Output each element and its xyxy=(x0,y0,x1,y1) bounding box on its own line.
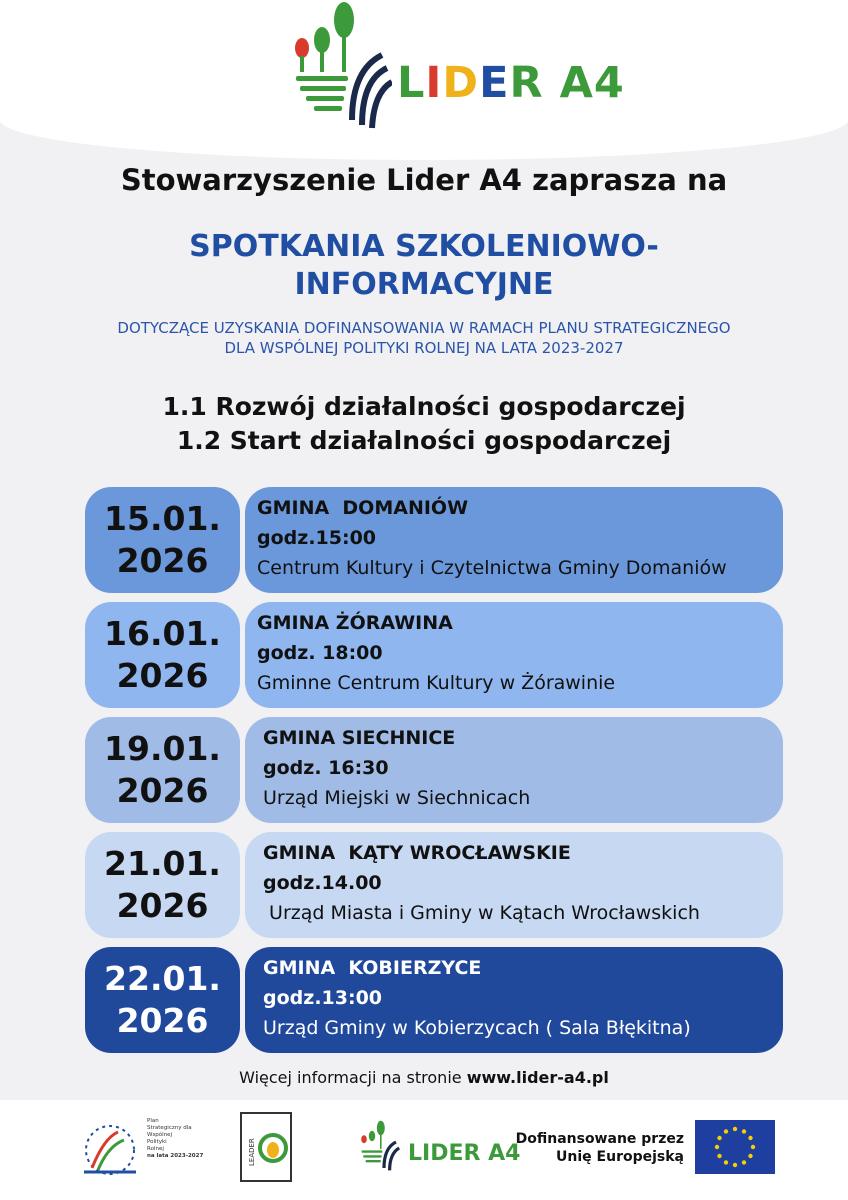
logo-letter: D xyxy=(442,58,480,108)
lider-plant-icon xyxy=(282,0,392,135)
event-date-day: 16.01. xyxy=(104,614,221,653)
event-hour: godz. 16:30 xyxy=(263,757,389,779)
leader-label: LEADER xyxy=(248,1138,256,1166)
logo-letter: R xyxy=(509,58,544,108)
event-date-year: 2026 xyxy=(116,886,209,925)
event-place: Urząd Gminy w Kobierzycach ( Sala Błękitna) xyxy=(263,1017,691,1039)
logo-letter: I xyxy=(425,58,443,108)
lider-plant-small-icon xyxy=(356,1116,400,1178)
event-date xyxy=(85,832,240,938)
event-date xyxy=(85,947,240,1053)
invitation-heading: Stowarzyszenie Lider A4 zaprasza na xyxy=(120,163,728,197)
eu-funding-text xyxy=(514,1130,684,1166)
event-hour: godz.13:00 xyxy=(263,987,383,1009)
lider-a4-wordmark xyxy=(397,58,625,108)
logo-letter: E xyxy=(479,58,510,108)
eu-line: Dofinansowane przez xyxy=(515,1131,684,1147)
psp-line: na lata 2023-2027 xyxy=(147,1153,204,1159)
event-date-day: 22.01. xyxy=(104,959,221,998)
lider-small-wordmark: LIDER A4 xyxy=(408,1141,521,1166)
event-hour: godz.15:00 xyxy=(257,527,377,549)
leader-emblem-icon xyxy=(256,1128,290,1168)
psp-line: Strategiczny dla xyxy=(147,1125,192,1131)
psp-line: Plan xyxy=(147,1118,159,1124)
event-date-year: 2026 xyxy=(116,656,209,695)
event-gmina: GMINA ŻÓRAWINA xyxy=(257,612,453,634)
event-info xyxy=(245,717,783,823)
psp-line: Wspólnej xyxy=(147,1132,173,1138)
meeting-title xyxy=(0,228,848,304)
event-place: Urząd Miejski w Siechnicach xyxy=(263,787,531,809)
website-link[interactable]: www.lider-a4.pl xyxy=(466,1068,609,1087)
title-line: SPOTKANIA SZKOLENIOWO- xyxy=(189,229,659,264)
meeting-subtitle xyxy=(0,318,848,358)
event-date-year: 2026 xyxy=(116,541,209,580)
event-gmina: GMINA KOBIERZYCE xyxy=(263,957,482,979)
leader-logo xyxy=(240,1112,292,1182)
measure-item: 1.1 Rozwój działalności gospodarczej xyxy=(162,392,686,421)
logo-letter: L xyxy=(397,58,426,108)
event-card xyxy=(85,832,783,938)
event-info xyxy=(245,487,783,593)
event-card xyxy=(85,487,783,593)
event-date xyxy=(85,717,240,823)
measures-list xyxy=(0,390,848,458)
event-info xyxy=(245,832,783,938)
subtitle-line: DOTYCZĄCE UZYSKANIA DOFINANSOWANIA W RAMACH PLANU STRATEGICZNEGO xyxy=(117,319,731,337)
event-date xyxy=(85,487,240,593)
lider-a4-logo xyxy=(282,0,625,135)
event-date-day: 21.01. xyxy=(104,844,221,883)
eu-line: Unię Europejską xyxy=(556,1149,684,1165)
psp-line: Rolnej xyxy=(147,1146,164,1152)
event-date-year: 2026 xyxy=(116,1001,209,1040)
subtitle-line: DLA WSPÓLNEJ POLITYKI ROLNEJ NA LATA 2023-2027 xyxy=(224,339,624,357)
more-info-prefix: Więcej informacji na stronie xyxy=(239,1068,467,1087)
more-info xyxy=(0,1068,848,1087)
event-info xyxy=(245,602,783,708)
event-info xyxy=(245,947,783,1053)
psp-line: Polityki xyxy=(147,1139,167,1145)
event-place: Gminne Centrum Kultury w Żórawinie xyxy=(257,672,616,694)
psp-logo-icon xyxy=(74,1118,146,1178)
logo-letter: A4 xyxy=(543,58,625,108)
event-date-day: 19.01. xyxy=(104,729,221,768)
psp-text xyxy=(147,1118,207,1160)
event-card xyxy=(85,717,783,823)
event-date-year: 2026 xyxy=(116,771,209,810)
event-place: Centrum Kultury i Czytelnictwa Gminy Domaniów xyxy=(257,557,727,579)
event-hour: godz. 18:00 xyxy=(257,642,383,664)
title-line: INFORMACYJNE xyxy=(294,267,554,302)
measure-item: 1.2 Start działalności gospodarczej xyxy=(176,426,672,455)
event-place: Urząd Miasta i Gminy w Kątach Wrocławskich xyxy=(263,902,700,924)
event-gmina: GMINA KĄTY WROCŁAWSKIE xyxy=(263,842,571,864)
event-date-day: 15.01. xyxy=(104,499,221,538)
event-card xyxy=(85,602,783,708)
event-gmina: GMINA SIECHNICE xyxy=(263,727,456,749)
event-gmina: GMINA DOMANIÓW xyxy=(257,497,469,519)
eu-flag-icon xyxy=(695,1120,775,1174)
event-card xyxy=(85,947,783,1053)
event-date xyxy=(85,602,240,708)
event-hour: godz.14.00 xyxy=(263,872,382,894)
